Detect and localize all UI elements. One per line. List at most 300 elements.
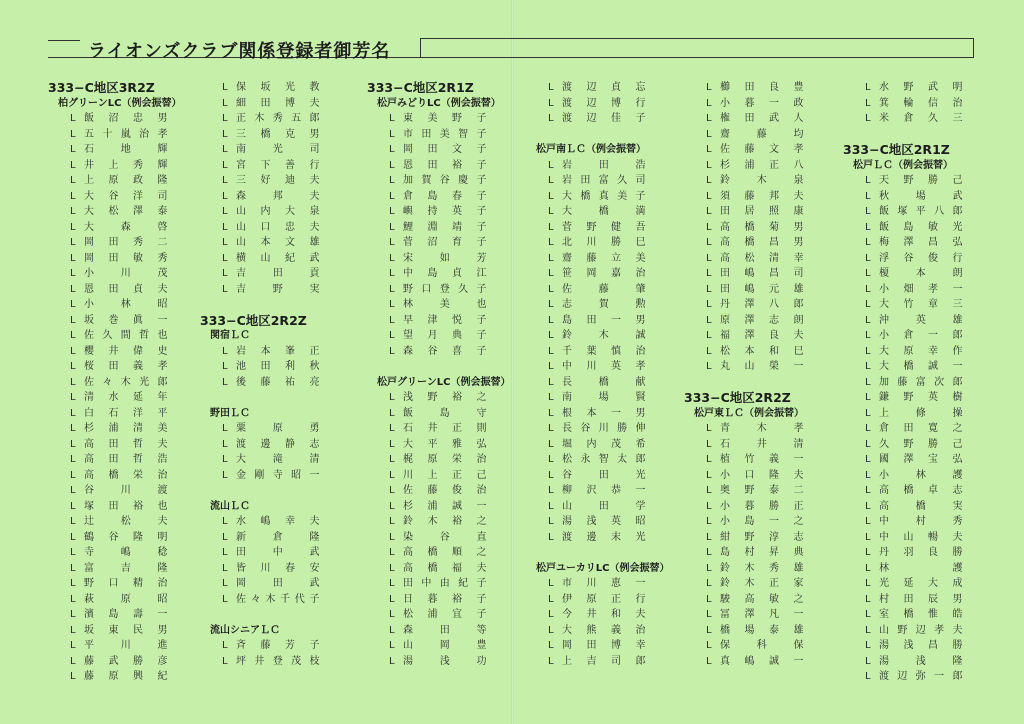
member-name: 石井清 (720, 438, 804, 450)
member-row (48, 251, 182, 267)
page-title: ライオンズクラブ関係登録者御芳名 (88, 41, 391, 62)
member-row (200, 530, 320, 546)
member-row (48, 607, 182, 623)
member-name: 笹岡嘉治 (562, 268, 646, 279)
member-name: 南光司 (236, 144, 320, 155)
member-title: L (706, 454, 712, 465)
member-row (48, 313, 182, 329)
member-title: L (222, 268, 228, 279)
member-title: L (70, 485, 76, 496)
member-title: L (865, 314, 871, 326)
member-row (200, 468, 320, 484)
member-row (48, 499, 182, 515)
member-title: L (706, 237, 712, 248)
member-name: 杉浦正八 (720, 159, 804, 171)
member-row (526, 421, 670, 437)
member-title: L (865, 283, 871, 295)
member-row (684, 576, 804, 592)
member-row (200, 514, 320, 530)
member-row (526, 344, 670, 360)
member-row (367, 111, 511, 127)
member-row (526, 654, 670, 670)
member-row (843, 96, 963, 112)
member-name: 鯉淵靖子 (403, 221, 487, 233)
member-name: 櫻井偉史 (84, 345, 168, 357)
member-title: L (70, 609, 76, 620)
member-title: L (222, 237, 228, 248)
spacer (200, 390, 320, 406)
member-row (367, 421, 511, 437)
member-row (48, 375, 182, 391)
member-title: L (389, 159, 395, 171)
member-row (684, 328, 804, 344)
member-name: 高橋菊男 (720, 221, 804, 233)
member-title: L (70, 237, 76, 248)
member-name: 鈴木泉 (720, 175, 804, 186)
member-title: L (70, 392, 76, 403)
member-row (200, 375, 320, 391)
member-row (684, 514, 804, 530)
column-6 (843, 80, 963, 685)
member-name: 大熊義治 (562, 624, 646, 636)
member-name: 原澤志朗 (720, 314, 804, 326)
member-name: 石井正則 (403, 423, 487, 434)
member-name: 岡田武 (236, 578, 320, 589)
member-row (843, 297, 963, 313)
member-title: L (70, 299, 76, 310)
member-name: 村田辰男 (879, 593, 963, 605)
member-row (367, 514, 511, 530)
member-title: L (70, 159, 76, 171)
page-fold (511, 0, 514, 724)
member-row (843, 344, 963, 360)
member-title: L (548, 392, 554, 403)
member-row (200, 251, 320, 267)
member-title: L (706, 345, 712, 357)
club-heading: 松戸グリーンLC（例会振替） (377, 376, 511, 388)
member-title: L (706, 113, 712, 124)
member-row (684, 266, 804, 282)
member-name: 根本一男 (562, 407, 646, 419)
member-name: 倉島春子 (403, 190, 487, 202)
member-row (526, 437, 670, 453)
column-4 (526, 80, 670, 669)
member-name: 桜田義孝 (84, 361, 168, 372)
member-name: 佐藤文孝 (720, 144, 804, 155)
member-row (367, 592, 511, 608)
member-name: 岩田富久司 (562, 175, 646, 186)
member-row (48, 158, 182, 174)
member-title: L (548, 97, 554, 109)
member-name: 今井和夫 (562, 609, 646, 620)
member-title: L (389, 516, 395, 527)
member-row (843, 638, 963, 654)
club-heading: 野田ＬＣ (210, 407, 250, 419)
member-title: L (389, 454, 395, 465)
member-name: 野口登久子 (403, 283, 487, 295)
member-row (367, 127, 511, 143)
member-row (526, 638, 670, 654)
member-name: 佐久間哲也 (84, 330, 168, 341)
member-title: L (222, 113, 228, 124)
member-row (200, 359, 320, 375)
member-row (843, 375, 963, 391)
member-title: L (548, 531, 554, 543)
member-title: L (865, 376, 871, 388)
member-row (48, 328, 182, 344)
member-row (843, 173, 963, 189)
member-row (526, 297, 670, 313)
member-title: L (70, 640, 76, 651)
member-name: 國澤宝弘 (879, 454, 963, 465)
member-title: L (706, 516, 712, 527)
member-name: 奥野泰二 (720, 485, 804, 496)
member-title: L (548, 190, 554, 202)
member-title: L (548, 175, 554, 186)
member-name: 小暮勝正 (720, 500, 804, 512)
member-row (367, 204, 511, 220)
member-name: 小倉一郎 (879, 330, 963, 341)
member-name: 渡辺博行 (562, 97, 646, 109)
member-row (48, 173, 182, 189)
member-title: L (865, 469, 871, 481)
member-name: 田嶋昌司 (720, 268, 804, 279)
member-title: L (389, 113, 395, 124)
member-name: 高橋福夫 (403, 562, 487, 574)
member-title: L (389, 299, 395, 310)
member-row (684, 80, 804, 96)
member-row (367, 235, 511, 251)
member-row (843, 499, 963, 515)
member-row (526, 483, 670, 499)
member-row (48, 576, 182, 592)
member-title: L (222, 640, 228, 651)
member-row (48, 545, 182, 561)
member-row (48, 623, 182, 639)
member-title: L (706, 438, 712, 450)
member-row (367, 173, 511, 189)
member-row (684, 437, 804, 453)
member-row (843, 468, 963, 484)
member-row (367, 483, 511, 499)
member-row (843, 592, 963, 608)
member-row (526, 623, 670, 639)
member-name: 寺嶋稔 (84, 547, 168, 558)
member-name: 横山紀武 (236, 252, 320, 264)
member-name: 加賀谷慶子 (403, 175, 487, 186)
club-heading: 松戸東ＬＣ（例会振替） (694, 407, 804, 419)
member-title: L (865, 609, 871, 620)
member-title: L (865, 407, 871, 419)
member-title: L (865, 345, 871, 357)
member-row (843, 514, 963, 530)
member-title: L (706, 252, 712, 264)
member-row (684, 313, 804, 329)
member-title: L (706, 128, 712, 140)
member-name: 鈴木誠 (562, 330, 646, 341)
member-name: 塚田裕也 (84, 500, 168, 512)
member-row (367, 313, 511, 329)
member-title: L (70, 469, 76, 481)
header-rule-left (48, 40, 80, 41)
member-name: 鶴谷隆明 (84, 531, 168, 543)
member-row (843, 235, 963, 251)
member-name: 小川茂 (84, 268, 168, 279)
member-name: 梅澤昌弘 (879, 237, 963, 248)
member-title: L (865, 454, 871, 465)
member-title: L (548, 345, 554, 357)
member-title: L (865, 655, 871, 667)
member-row (843, 406, 963, 422)
member-row (367, 390, 511, 406)
member-name: 林護 (879, 562, 963, 574)
member-name: 米倉久三 (879, 113, 963, 124)
member-row (367, 623, 511, 639)
member-row (684, 297, 804, 313)
member-title: L (548, 454, 554, 465)
member-title: L (548, 113, 554, 124)
member-name: 市田美智子 (403, 128, 487, 140)
member-row (200, 437, 320, 453)
member-name: 佐藤肇 (562, 283, 646, 295)
member-name: 粟原勇 (236, 423, 320, 434)
member-name: 保坂光教 (236, 82, 320, 93)
member-title: L (389, 562, 395, 574)
member-name: 千葉慎治 (562, 345, 646, 357)
member-title: L (70, 330, 76, 341)
member-row (684, 561, 804, 577)
member-title: L (865, 82, 871, 93)
member-title: L (70, 128, 76, 140)
member-name: 湯浅英昭 (562, 516, 646, 527)
member-name: 市川恵一 (562, 578, 646, 589)
member-name: 室橋惟皓 (879, 609, 963, 620)
member-row (843, 282, 963, 298)
member-name: 佐々木光郎 (84, 376, 168, 388)
member-row (843, 111, 963, 127)
member-name: 清水延年 (84, 392, 168, 403)
member-name: 島田一男 (562, 314, 646, 326)
member-title: L (389, 268, 395, 279)
member-title: L (865, 330, 871, 341)
member-row (526, 96, 670, 112)
member-name: 飯島敏光 (879, 221, 963, 233)
member-row (526, 359, 670, 375)
member-name: 坂東民男 (84, 624, 168, 636)
member-row (843, 251, 963, 267)
member-row (200, 220, 320, 236)
member-title: L (865, 252, 871, 264)
member-name: 志賀勲 (562, 299, 646, 310)
member-name: 川上正己 (403, 469, 487, 481)
member-row (843, 530, 963, 546)
member-name: 小暮一政 (720, 97, 804, 109)
member-title: L (389, 190, 395, 202)
member-row (526, 328, 670, 344)
member-title: L (222, 252, 228, 264)
member-row (526, 266, 670, 282)
member-name: 新倉隆 (236, 531, 320, 543)
member-row (843, 607, 963, 623)
member-row (526, 282, 670, 298)
member-title: L (70, 314, 76, 326)
member-title: L (548, 361, 554, 372)
member-name: 吉野実 (236, 283, 320, 295)
member-row (684, 142, 804, 158)
member-row (684, 607, 804, 623)
member-title: L (548, 593, 554, 605)
member-title: L (222, 345, 228, 357)
member-name: 渡邊静志 (236, 438, 320, 450)
member-row (526, 204, 670, 220)
member-name: 鈴木裕之 (403, 516, 487, 527)
member-row (200, 80, 320, 96)
member-title: L (70, 562, 76, 574)
member-title: L (548, 283, 554, 295)
member-row (367, 189, 511, 205)
member-title: L (222, 361, 228, 372)
member-title: L (706, 268, 712, 279)
member-name: 渡邊末光 (562, 531, 646, 543)
member-row (200, 266, 320, 282)
member-title: L (70, 268, 76, 279)
member-name: 柳沢恭一 (562, 485, 646, 496)
member-row (367, 158, 511, 174)
member-title: L (548, 330, 554, 341)
member-title: L (222, 454, 228, 465)
member-title: L (222, 423, 228, 434)
member-title: L (548, 423, 554, 434)
member-name: 榎本朗 (879, 268, 963, 279)
member-name: 森邦夫 (236, 190, 320, 202)
member-title: L (548, 438, 554, 450)
member-title: L (389, 252, 395, 264)
member-name: 岡田文子 (403, 144, 487, 155)
member-name: 杉浦誠一 (403, 500, 487, 512)
member-row (200, 344, 320, 360)
district-heading: 333−C地区2R2Z (200, 312, 307, 328)
member-row (843, 561, 963, 577)
member-name: 山口忠夫 (236, 221, 320, 233)
member-title: L (389, 531, 395, 543)
member-row (367, 251, 511, 267)
member-title: L (70, 206, 76, 217)
member-title: L (70, 423, 76, 434)
member-title: L (548, 578, 554, 589)
member-title: L (865, 671, 871, 682)
member-row (367, 561, 511, 577)
member-title: L (706, 640, 712, 651)
member-title: L (389, 345, 395, 357)
member-name: 岡田敏秀 (84, 252, 168, 264)
member-row (843, 220, 963, 236)
member-row (48, 127, 182, 143)
member-name: 岩田浩 (562, 159, 646, 171)
member-row (367, 654, 511, 670)
member-title: L (706, 547, 712, 558)
member-row (526, 313, 670, 329)
member-title: L (222, 97, 228, 109)
member-row (48, 530, 182, 546)
member-title: L (865, 237, 871, 248)
member-title: L (548, 159, 554, 171)
member-title: L (389, 655, 395, 667)
member-title: L (389, 221, 395, 233)
member-row (526, 80, 670, 96)
member-title: L (548, 221, 554, 233)
member-name: 飯沼忠男 (84, 113, 168, 124)
member-title: L (865, 299, 871, 310)
member-title: L (706, 562, 712, 574)
member-name: 松本和巳 (720, 345, 804, 357)
member-row (367, 297, 511, 313)
member-name: 高橋栄治 (84, 469, 168, 481)
member-row (48, 514, 182, 530)
member-name: 池田利秋 (236, 361, 320, 372)
member-row (526, 189, 670, 205)
member-row (367, 607, 511, 623)
member-title: L (548, 500, 554, 512)
member-title: L (548, 206, 554, 217)
member-row (843, 437, 963, 453)
member-row (684, 499, 804, 515)
member-name: 田中武 (236, 547, 320, 558)
member-title: L (222, 655, 228, 667)
member-title: L (70, 593, 76, 605)
member-name: 岩本峯正 (236, 345, 320, 357)
member-title: L (389, 624, 395, 636)
member-title: L (706, 159, 712, 171)
member-name: 萩原昭 (84, 593, 168, 605)
member-name: 堀内茂希 (562, 438, 646, 450)
member-title: L (70, 190, 76, 202)
member-name: 小口隆夫 (720, 469, 804, 481)
member-name: 辻松夫 (84, 516, 168, 527)
member-title: L (865, 578, 871, 589)
member-row (367, 282, 511, 298)
member-title: L (706, 144, 712, 155)
member-title: L (865, 438, 871, 450)
member-title: L (706, 361, 712, 372)
member-title: L (389, 392, 395, 403)
club-heading: 柏グリーンLC（例会振替） (58, 97, 182, 109)
member-row (684, 468, 804, 484)
member-row (48, 452, 182, 468)
member-title: L (706, 190, 712, 202)
member-row (843, 654, 963, 670)
member-title: L (706, 314, 712, 326)
member-name: 福澤良夫 (720, 330, 804, 341)
member-title: L (548, 485, 554, 496)
member-name: 水嶋幸夫 (236, 516, 320, 527)
member-name: 三橋克男 (236, 128, 320, 140)
member-title: L (865, 97, 871, 109)
member-row (200, 561, 320, 577)
member-name: 加藤富次郎 (879, 376, 963, 388)
member-title: L (389, 206, 395, 217)
member-row (526, 235, 670, 251)
member-title: L (706, 531, 712, 543)
member-row (684, 638, 804, 654)
member-name: 真嶋誠一 (720, 655, 804, 667)
member-name: 宋如芳 (403, 252, 487, 264)
member-name: 中山暢夫 (879, 531, 963, 543)
member-name: 吉田貢 (236, 268, 320, 279)
member-title: L (389, 469, 395, 481)
member-title: L (70, 438, 76, 450)
member-row (684, 654, 804, 670)
member-name: 石地輝 (84, 144, 168, 155)
